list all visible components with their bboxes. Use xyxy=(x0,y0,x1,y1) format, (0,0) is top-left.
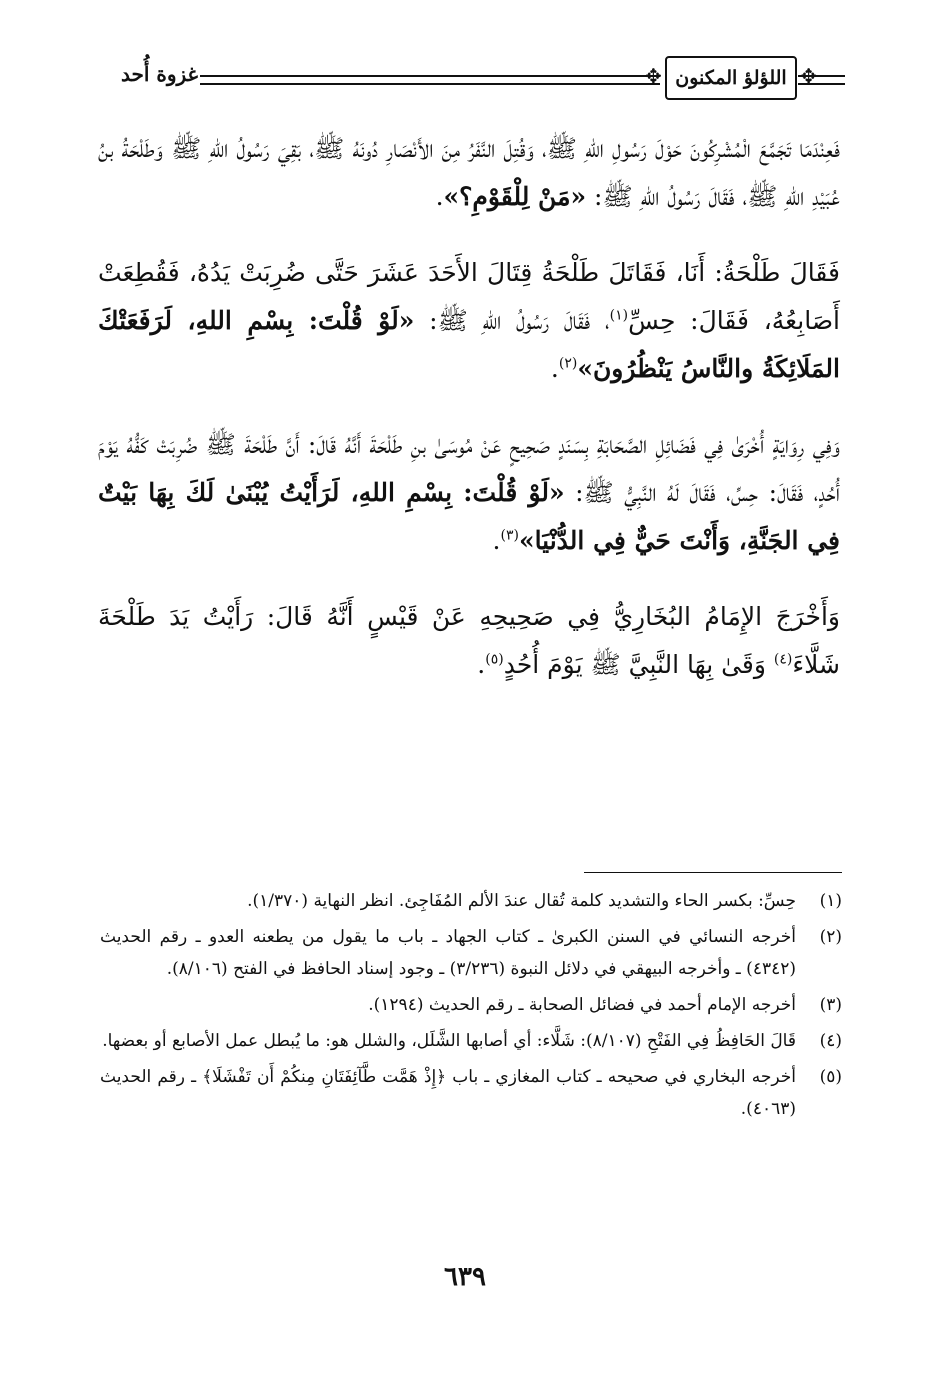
hadith-quote: «مَنْ لِلْقَوْمِ؟» xyxy=(443,182,587,211)
book-title-frame xyxy=(665,56,797,100)
footnote-text: قَالَ الحَافِظُ فِي الفَتْحِ (٨/١٠٧): شَلَّاء: أي أصابها الشَّلَل، والشلل هو: ما يُبطل عمل الأصابع أو بعضها. xyxy=(102,1031,796,1051)
paragraph-text: وَأَخْرَجَ الإِمَامُ البُخَارِيُّ فِي صَحِيحِهِ عَنْ قَيْسٍ أَنَّهُ قَالَ: رَأَيْتُ يَدَ طَلْحَةَ شَلَّاءَ xyxy=(98,602,840,679)
paragraph-end: . xyxy=(477,650,486,679)
footnote-text: أخرجه البخاري في صحيحه ـ كتاب المغازي ـ باب ﴿إِذْ هَمَّت طَّآئِفَتَانِ مِنكُمْ أَن تَفْشَلَا﴾ ـ رقم الحديث (٤٠٦٣). xyxy=(100,1067,796,1119)
page-header xyxy=(80,50,845,110)
footnote-text: أخرجه النسائي في السنن الكبرىٰ ـ كتاب الجهاد ـ باب ما يقول من يطعنه العدو ـ رقم الحديث (٤٣٤٢) ـ وأخرجه البيهقي في دلائل النبوة (٣/٢٣٦) ـ وجود إسناد الحافظ في الفتح (٨/١٠٦). xyxy=(100,927,796,979)
footnote-number: (٢) xyxy=(819,927,842,947)
header-rule-right xyxy=(798,75,845,85)
paragraph-3 xyxy=(98,421,840,565)
footnote-item xyxy=(100,885,842,917)
paragraph-2 xyxy=(98,249,840,393)
hadith-quote: «لَوْ قُلْتَ: بِسْمِ اللهِ، لَرَفَعَتْكَ المَلَائِكَةُ والنَّاسُ يَنْظُرُونَ» xyxy=(98,306,840,383)
chapter-title: غزوة أُحد xyxy=(120,62,198,86)
footnote-ref[interactable]: (٥) xyxy=(485,651,504,668)
footnote-number: (١) xyxy=(819,891,842,911)
footnote-text: حِسِّ: بكسر الحاء والتشديد كلمة تُقال عندَ الألم المُفَاجِئ. انظر النهاية (١/٣٧٠). xyxy=(247,891,796,911)
paragraph-text: فَعِنْدَمَا تَجَمَّعَ الْمُشْرِكُونَ حَوْلَ رَسُولِ اللهِ ﷺ، وَقُتِلَ النَّفَرُ مِنَ الأَنْصَارِ دُونَهُ ﷺ، بَقِيَ رَسُولُ اللهِ ﷺ وَطَلْحَةُ بنُ عُبَيْدِ اللهِ ﷺ، فَقَالَ رَسُولُ اللهِ ﷺ: xyxy=(98,134,840,211)
footnote-ref[interactable]: (٣) xyxy=(500,527,519,544)
page-number: ٦٣٩ xyxy=(444,1262,486,1292)
hadith-quote: «لَوْ قُلْتَ: بِسْمِ اللهِ، لَرَأَيْتُ يُبْنَىٰ لَكَ بِهَا بَيْتٌ فِي الجَنَّةِ، وَأَنْتَ حَيٌّ فِي الدُّنْيَا» xyxy=(98,478,840,555)
paragraph-1 xyxy=(98,125,840,221)
footnote-item xyxy=(100,921,842,985)
paragraph-end: . xyxy=(435,182,444,211)
footnote-ref[interactable]: (٤) xyxy=(773,651,793,668)
footnote-number: (٥) xyxy=(819,1067,842,1087)
footnote-item xyxy=(100,1025,842,1057)
main-text xyxy=(98,125,840,717)
footnote-text: أخرجه الإمام أحمد في فضائل الصحابة ـ رقم الحديث (١٢٩٤). xyxy=(368,995,796,1015)
footnote-item xyxy=(100,989,842,1021)
paragraph-4 xyxy=(98,593,840,689)
header-rule-left xyxy=(200,75,660,85)
footnotes xyxy=(100,885,842,1129)
footnote-number: (٤) xyxy=(819,1031,842,1051)
paragraph-text: فَقَالَ طَلْحَةُ: أَنَا، فَقَاتَلَ طَلْحَةُ قِتَالَ الأَحَدَ عَشَرَ حَتَّى ضُرِبَتْ يَدُهُ، فَقُطِعَتْ أَصَابِعُهُ، فَقَالَ: حِسِّ xyxy=(98,258,840,335)
footnote-ref[interactable]: (٢) xyxy=(558,355,578,372)
footnote-number: (٣) xyxy=(819,995,842,1015)
paragraph-end: . xyxy=(550,354,559,383)
paragraph-text: وَفِي رِوَايَةٍ أُخْرَىٰ فِي فَضَائِلِ الصَّحَابَةِ بِسَنَدٍ صَحِيحٍ عَنْ مُوسَىٰ بنِ طَلْحَةَ أَنَّهُ قَالَ: أَنَّ طَلْحَةَ ﷺ ضُرِبَتْ كَفُّهُ يَوْمَ أُحُدٍ، فَقَالَ: حِسِّ، فَقَالَ لَهُ النَّبِيُّ ﷺ: xyxy=(98,430,840,507)
paragraph-end: . xyxy=(492,526,501,555)
book-title: ✥ اللؤلؤ المكنون xyxy=(675,67,787,89)
footnote-divider xyxy=(584,872,842,873)
paragraph-text-continued: وَقَىٰ بِهَا النَّبِيَّ ﷺ يَوْمَ أُحُدٍ xyxy=(503,650,774,679)
footnote-ref[interactable]: (١) xyxy=(609,307,629,324)
footnote-item xyxy=(100,1061,842,1125)
paragraph-text-continued: ، فَقَالَ رَسُولُ اللهِ ﷺ: xyxy=(429,306,610,335)
